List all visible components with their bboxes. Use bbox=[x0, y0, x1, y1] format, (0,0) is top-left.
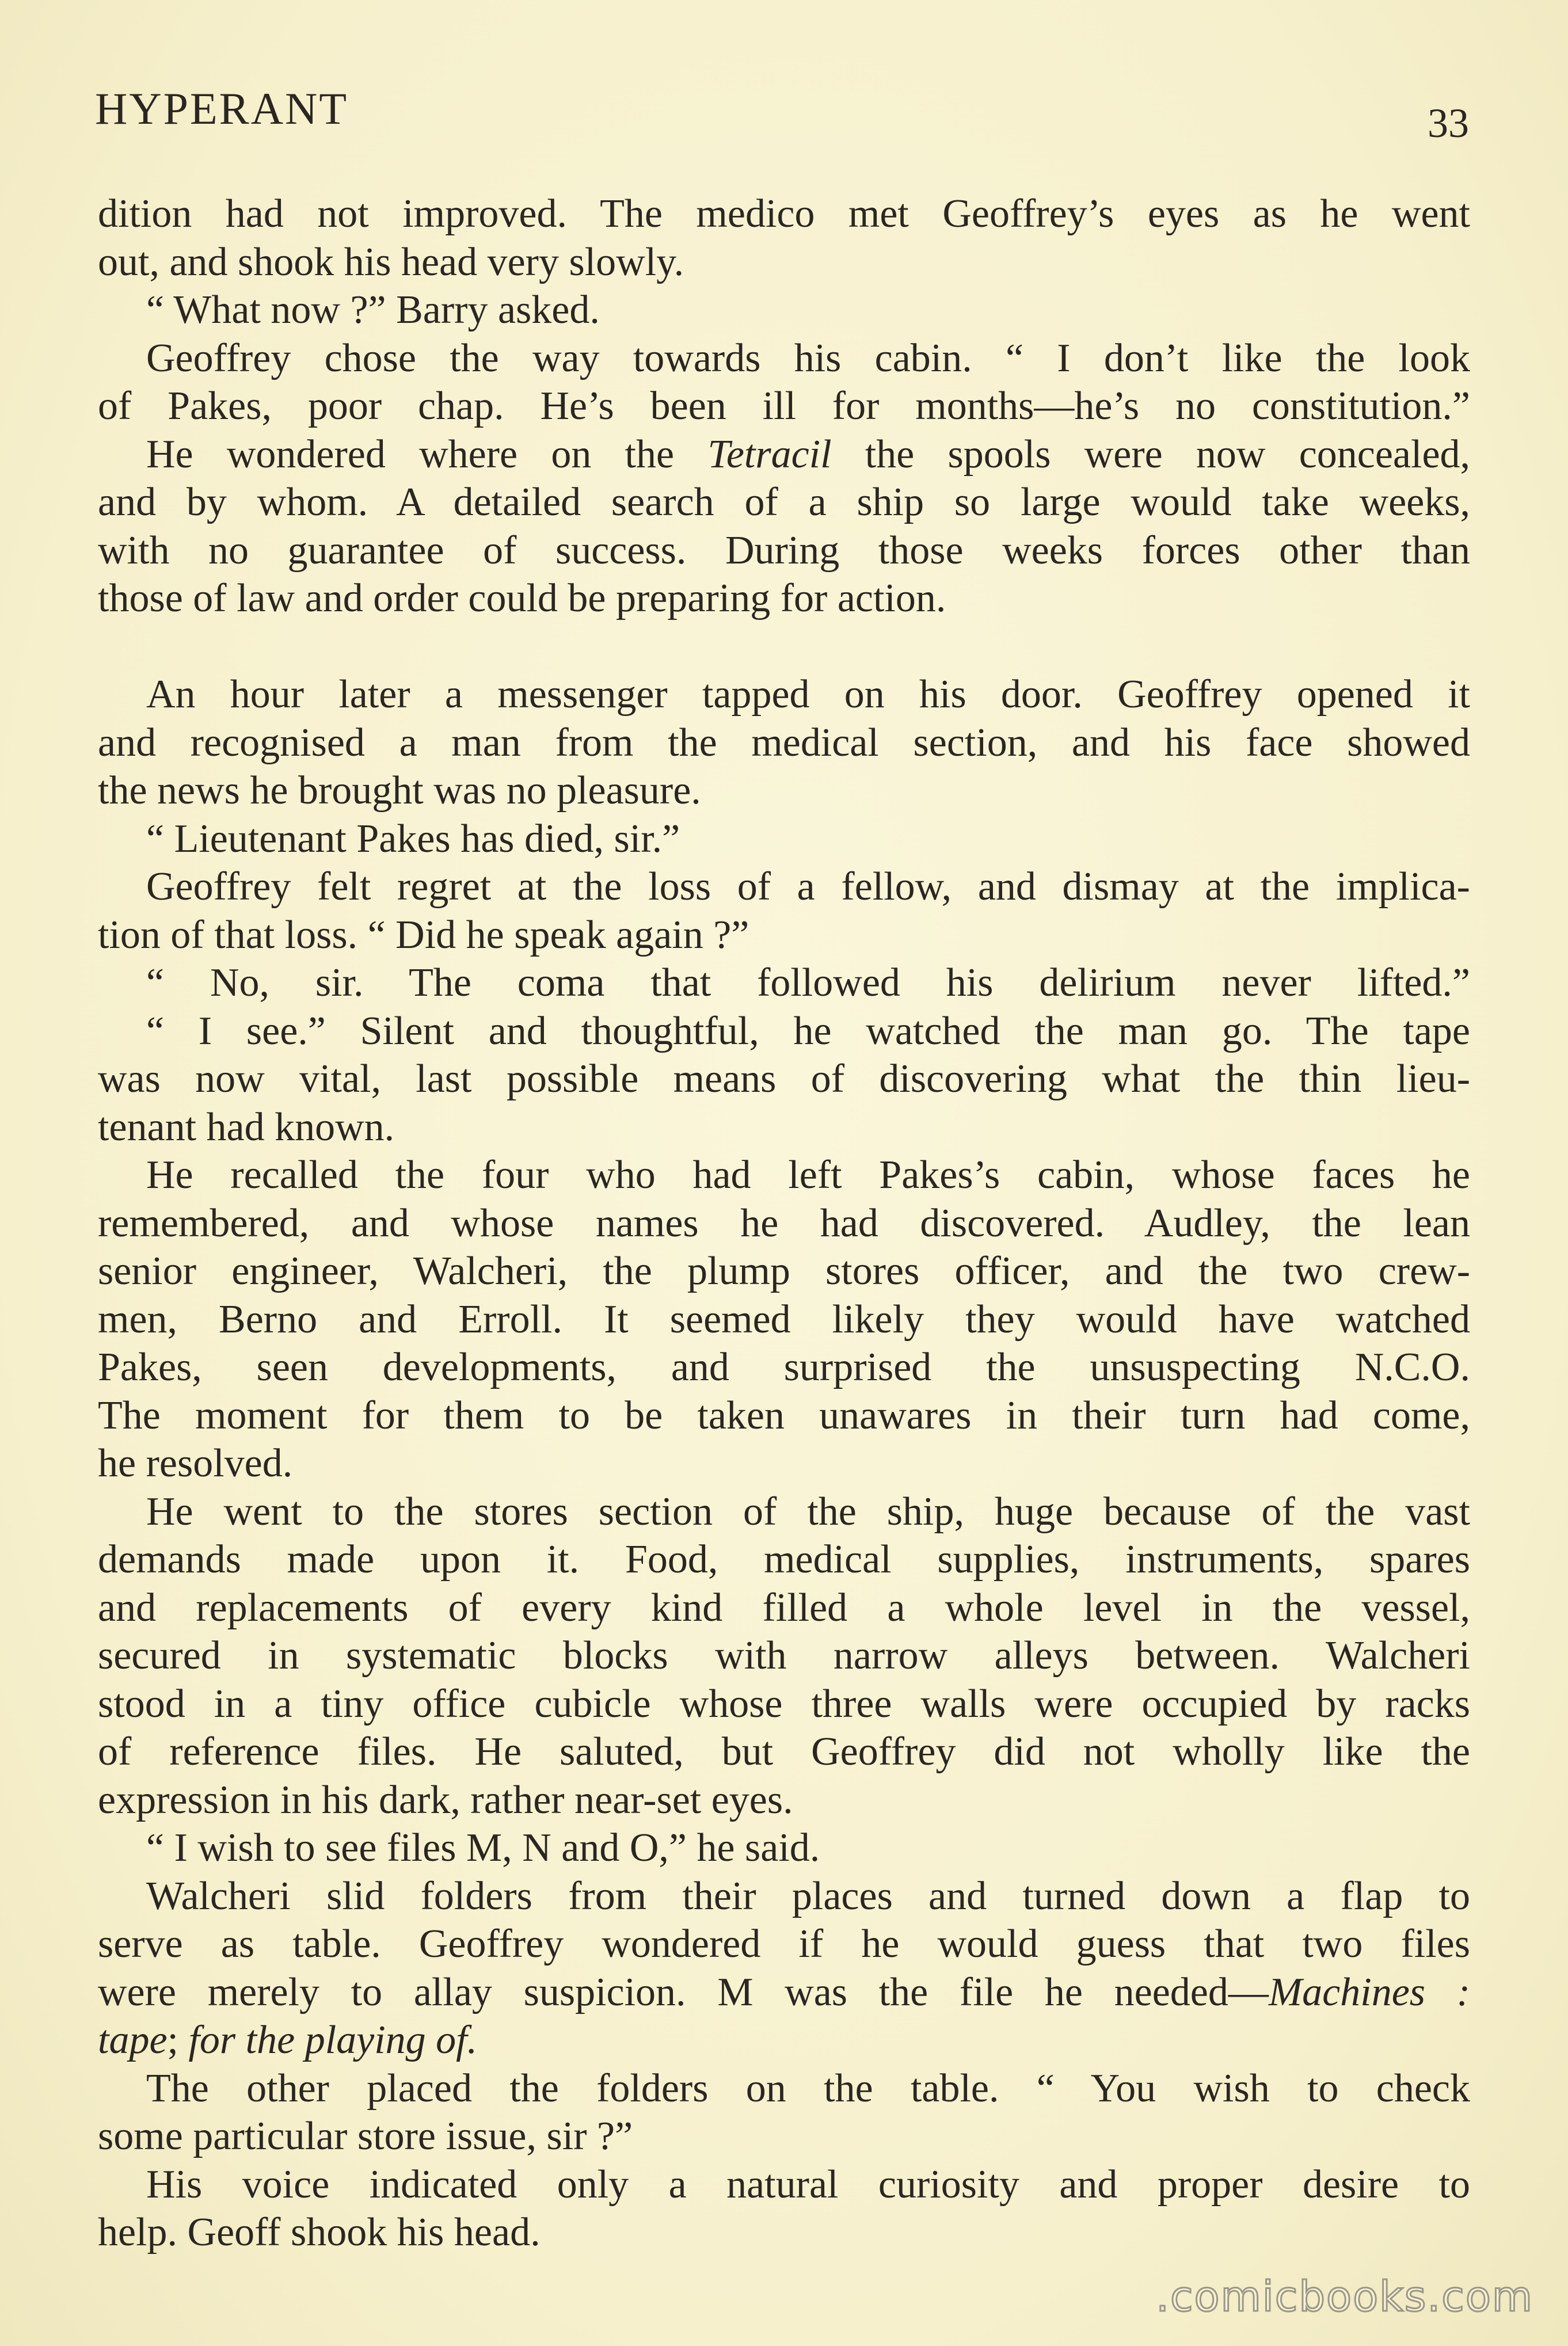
text-line: he resolved. bbox=[98, 1441, 293, 1486]
text-line: those of law and order could be preparing for action. bbox=[98, 576, 946, 620]
text-run: were merely to allay suspicion. M was the file he needed— bbox=[98, 1970, 1269, 2014]
text-line: Pakes, seen developments, and surprised the unsuspecting N.C.O. bbox=[98, 1345, 1470, 1389]
text-line: “ I see.” Silent and thoughtful, he watched the man go. The tape bbox=[146, 1008, 1470, 1053]
text-line: The moment for them to be taken unawares in their turn had come, bbox=[98, 1393, 1470, 1438]
text-line: and by whom. A detailed search of a ship so large would take weeks, bbox=[98, 480, 1470, 524]
text-line: “ No, sir. The coma that followed his delirium never lifted.” bbox=[146, 961, 1470, 1005]
text-line bbox=[98, 2016, 1470, 2065]
text-line: and replacements of every kind filled a whole level in the vessel, bbox=[98, 1585, 1470, 1630]
running-title: HYPERANT bbox=[95, 83, 349, 134]
text-line: tenant had known. bbox=[98, 1105, 395, 1149]
text-line: help. Geoff shook his head. bbox=[98, 2210, 541, 2254]
text-line: demands made upon it. Food, medical supplies, instruments, spares bbox=[98, 1537, 1470, 1582]
text-line: of Pakes, poor chap. He’s been ill for months—he’s no constitution.” bbox=[98, 384, 1470, 428]
text-line: He recalled the four who had left Pakes’s cabin, whose faces he bbox=[146, 1153, 1470, 1197]
text-line: men, Berno and Erroll. It seemed likely they would have watched bbox=[98, 1297, 1470, 1342]
text-line: and recognised a man from the medical section, and his face showed bbox=[98, 720, 1470, 765]
text-line: stood in a tiny office cubicle whose three walls were occupied by racks bbox=[98, 1681, 1470, 1726]
text-line: dition had not improved. The medico met Geoffrey’s eyes as he went bbox=[98, 192, 1470, 236]
text-line: with no guarantee of success. During those weeks forces other than bbox=[98, 528, 1470, 573]
text-line bbox=[98, 1968, 1470, 2017]
text-run: the spools were now concealed, bbox=[831, 432, 1471, 477]
text-line: Geoffrey felt regret at the loss of a fellow, and dismay at the implica- bbox=[146, 864, 1470, 909]
text-line: “ What now ?” Barry asked. bbox=[146, 288, 600, 332]
text-line: “ I wish to see files M, N and O,” he said. bbox=[146, 1826, 820, 1870]
ship-name-italic: Tetracil bbox=[707, 432, 832, 477]
file-title-italic: tape bbox=[98, 2018, 168, 2062]
text-line: the news he brought was no pleasure. bbox=[98, 768, 701, 813]
text-line: “ Lieutenant Pakes has died, sir.” bbox=[146, 816, 680, 861]
text-line: He went to the stores section of the ship, huge because of the vast bbox=[146, 1489, 1470, 1534]
text-line: His voice indicated only a natural curiosity and proper desire to bbox=[146, 2162, 1470, 2207]
text-line: Walcheri slid folders from their places and turned down a flap to bbox=[146, 1873, 1470, 1918]
text-line: tion of that loss. “ Did he speak again ?” bbox=[98, 912, 749, 957]
text-line: some particular store issue, sir ?” bbox=[98, 2114, 633, 2158]
text-line: expression in his dark, rather near-set eyes. bbox=[98, 1777, 793, 1822]
text-line: serve as table. Geoffrey wondered if he would guess that two files bbox=[98, 1922, 1470, 1966]
text-run: He wondered where on the bbox=[146, 432, 708, 477]
section-break bbox=[98, 623, 1470, 671]
page-number: 33 bbox=[1428, 100, 1469, 146]
text-line: was now vital, last possible means of discovering what the thin lieu- bbox=[98, 1057, 1470, 1101]
text-line: of reference files. He saluted, but Geoffrey did not wholly like the bbox=[98, 1730, 1470, 1774]
text-line: remembered, and whose names he had discovered. Audley, the lean bbox=[98, 1201, 1470, 1246]
text-run: ; bbox=[167, 2018, 189, 2062]
body-text bbox=[98, 190, 1470, 2257]
file-title-italic: for the playing of. bbox=[188, 2018, 478, 2062]
text-line bbox=[98, 431, 1470, 479]
file-title-italic: Machines : bbox=[1268, 1970, 1470, 2014]
watermark-text: .comicbooks.com bbox=[1156, 2272, 1533, 2321]
text-line: out, and shook his head very slowly. bbox=[98, 239, 684, 284]
text-line: The other placed the folders on the table. “ You wish to check bbox=[146, 2066, 1470, 2111]
text-line: An hour later a messenger tapped on his door. Geoffrey opened it bbox=[146, 672, 1470, 717]
text-line: secured in systematic blocks with narrow alleys between. Walcheri bbox=[98, 1633, 1470, 1678]
text-line: Geoffrey chose the way towards his cabin. “ I don’t like the look bbox=[146, 336, 1470, 380]
text-line: senior engineer, Walcheri, the plump stores officer, and the two crew- bbox=[98, 1249, 1470, 1293]
